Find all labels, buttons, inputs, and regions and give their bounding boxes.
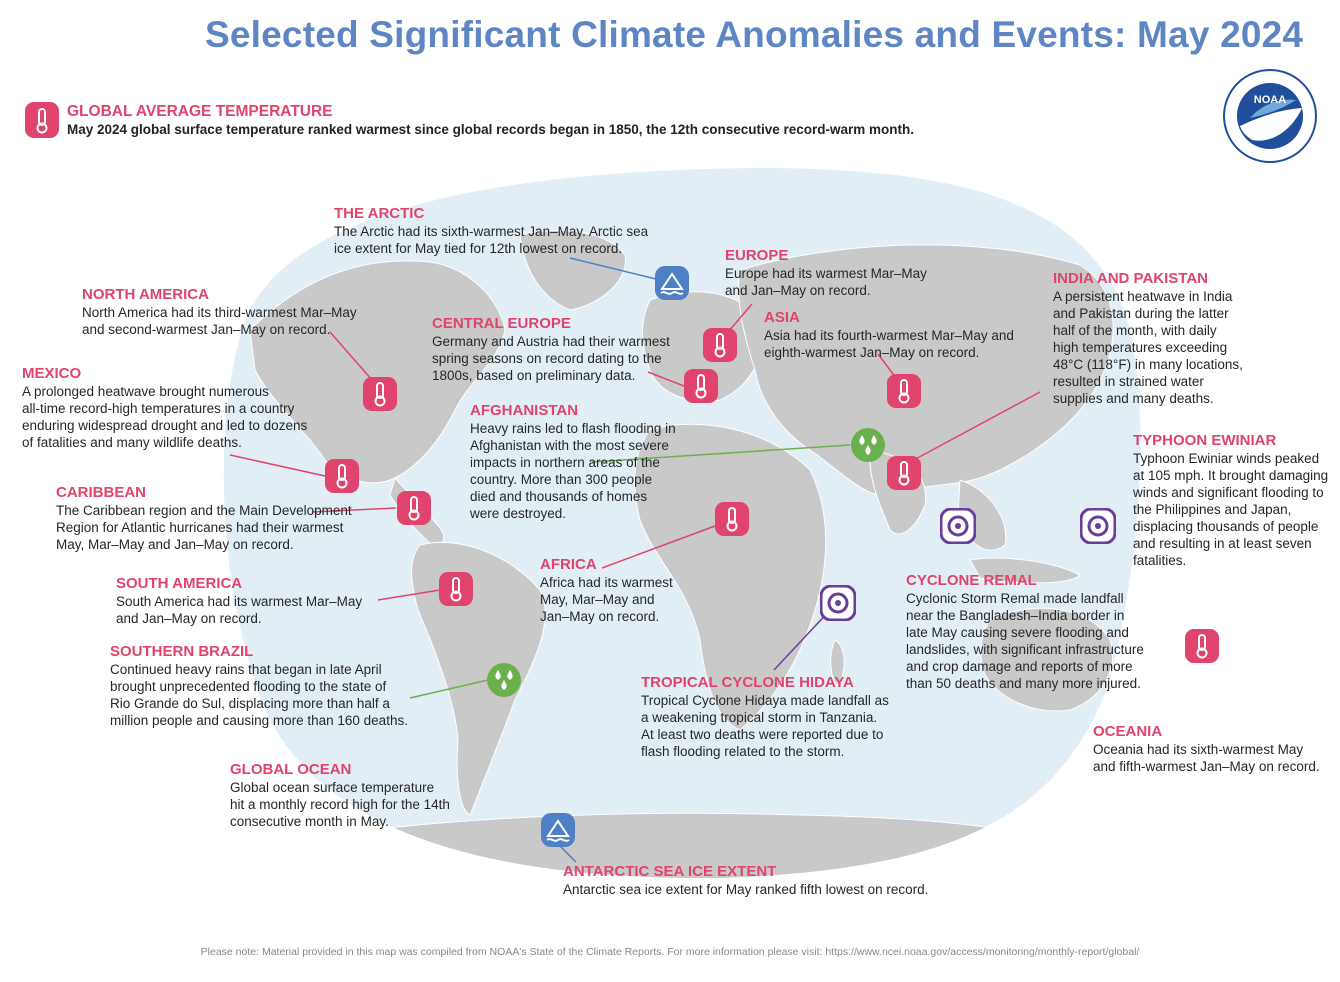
annotation-arctic [334,205,648,257]
annotation-text: Continued heavy rains that began in late April brought unprecedented flooding to the state of Rio Grande do Sul, displacing more than half a million people and causing more than 160 deaths. [110,662,408,728]
thermometer-icon [24,101,60,139]
annotation-text: Oceania had its sixth-warmest May and fifth-warmest Jan–May on record. [1093,742,1320,774]
annotation-heading: TROPICAL CYCLONE HIDAYA [641,674,854,691]
global-temperature-heading: GLOBAL AVERAGE TEMPERATURE [67,103,333,120]
annotation-europe [725,247,927,299]
thermometer-icon [362,376,398,412]
annotation-ewiniar [1133,432,1328,569]
annotation-heading: CYCLONE REMAL [906,572,1037,589]
thermometer-icon [886,455,922,491]
cyclone-icon [820,585,856,621]
noaa-logo-text: NOAA [1253,94,1287,106]
thermometer-icon [702,327,738,363]
annotation-north-america [82,286,357,338]
annotation-text: North America had its third-warmest Mar–May and second-warmest Jan–May on record. [82,305,357,337]
annotation-heading: INDIA AND PAKISTAN [1053,270,1208,287]
annotation-oceania [1093,723,1320,775]
annotation-antarctic [563,863,928,898]
annotation-heading: SOUTH AMERICA [116,575,243,592]
annotation-heading: CENTRAL EUROPE [432,315,571,332]
annotation-heading: THE ARCTIC [334,205,425,222]
annotation-heading: TYPHOON EWINIAR [1133,432,1277,449]
annotation-heading: SOUTHERN BRAZIL [110,643,254,660]
annotation-text: South America had its warmest Mar–May and Jan–May on record. [116,594,363,626]
annotation-heading: MEXICO [22,365,82,382]
annotation-heading: AFGHANISTAN [470,402,579,419]
annotation-text: Germany and Austria had their warmest spring seasons on record dating to the 1800s, based on preliminary data. [432,334,670,383]
thermometer-icon [886,373,922,409]
noaa-logo [1222,68,1318,164]
ice-icon [654,265,690,301]
annotation-heading: EUROPE [725,247,789,264]
page-title: Selected Significant Climate Anomalies and Events: May 2024 [205,14,1304,55]
thermometer-icon [1184,628,1220,664]
thermometer-icon [396,490,432,526]
ice-icon [540,812,576,848]
annotation-heading: CARIBBEAN [56,484,146,501]
annotation-heading: ASIA [764,309,800,326]
cyclone-icon [940,508,976,544]
annotation-text: Typhoon Ewiniar winds peaked at 105 mph. It brought damaging winds and significant flooding to the Philippines and Japan, displacing thousands of people and resulting in at least seven fatalities. [1133,451,1329,568]
annotation-mexico [22,365,307,451]
annotation-text: A persistent heatwave in India and Pakistan during the latter half of the month, with daily high temperatures exceeding 48°C (118°F) in many locations, resulted in strained water supplies and many deaths. [1053,289,1243,406]
annotation-text: Africa had its warmest May, Mar–May and Jan–May on record. [540,575,673,624]
annotation-text: Europe had its warmest Mar–May and Jan–May on record. [725,266,927,298]
rain-icon [850,427,886,463]
annotation-text: The Arctic had its sixth-warmest Jan–May. Arctic sea ice extent for May tied for 12th lowest on record. [334,224,649,256]
annotation-heading: NORTH AMERICA [82,286,209,303]
annotation-text: Global ocean surface temperature hit a monthly record high for the 14th consecutive month in May. [230,780,450,829]
annotation-remal [906,572,1144,692]
annotation-text: Antarctic sea ice extent for May ranked fifth lowest on record. [563,882,929,897]
thermometer-icon [683,368,719,404]
annotation-text: The Caribbean region and the Main Development Region for Atlantic hurricanes had their warmest May, Mar–May and Jan–May on record. [56,503,352,552]
annotation-asia [764,309,1014,361]
footnote: Please note: Material provided in this map was compiled from NOAA's State of the Climate Reports. For more information please visit: https://www.ncei.noaa.gov/access/monitoring/monthly-report/global/ [200,946,1140,958]
global-temperature-text: May 2024 global surface temperature ranked warmest since global records began in 1850, the 12th consecutive record-warm month. [67,122,915,137]
annotation-central-europe [432,315,670,384]
annotation-heading: GLOBAL OCEAN [230,761,352,778]
annotation-india-pakistan [1053,270,1243,407]
rain-icon [486,662,522,698]
annotation-text: Asia had its fourth-warmest Mar–May and eighth-warmest Jan–May on record. [764,328,1014,360]
annotation-afghanistan [470,402,676,522]
thermometer-icon [714,501,750,537]
annotation-caribbean [56,484,352,553]
annotation-heading: AFRICA [540,556,597,573]
annotation-text: Cyclonic Storm Remal made landfall near the Bangladesh–India border in late May causing severe flooding and landslides, with significant infrastructure and crop damage and reports of more than 50 deaths and many more injured. [906,591,1144,691]
annotation-hidaya [641,674,889,760]
annotation-southern-brazil [110,643,408,729]
annotation-south-america [116,575,362,627]
annotation-heading: OCEANIA [1093,723,1163,740]
annotation-text: A prolonged heatwave brought numerous all-time record-high temperatures in a country enduring widespread drought and led to dozens of fatalities and many wildlife deaths. [22,384,308,450]
thermometer-icon [438,571,474,607]
annotation-text: Heavy rains led to flash flooding in Afghanistan with the most severe impacts in northern areas of the country. More than 300 people died and thousands of homes were destroyed. [470,421,676,521]
annotation-africa [540,556,673,625]
annotation-global-ocean [230,761,450,830]
cyclone-icon [1080,508,1116,544]
annotation-text: Tropical Cyclone Hidaya made landfall as a weakening tropical storm in Tanzania. At least two deaths were reported due to flash flooding related to the storm. [641,693,889,759]
annotation-heading: ANTARCTIC SEA ICE EXTENT [563,863,777,880]
